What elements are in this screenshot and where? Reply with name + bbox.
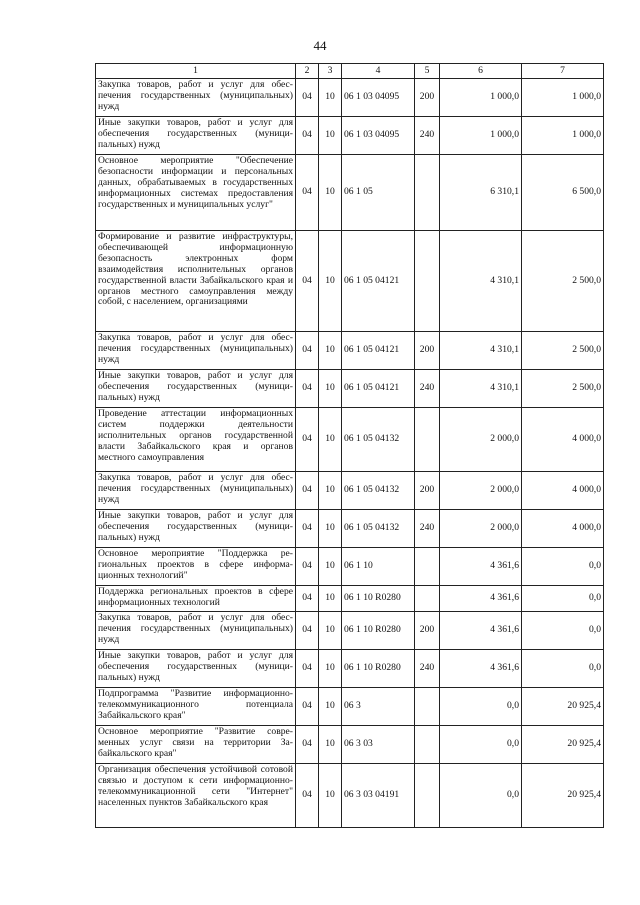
section-code: 04 (296, 370, 319, 408)
amount-col7: 4 000,0 (522, 510, 604, 548)
expense-type-code: 200 (415, 472, 440, 510)
table-row (96, 548, 604, 586)
expense-type-code (415, 548, 440, 586)
row-name: Иные закупки товаров, работ и услуг для обеспечения государственных (муниципальных) нужд (96, 510, 296, 548)
amount-col6: 4 361,6 (440, 586, 522, 612)
subsection-code: 10 (319, 117, 342, 155)
target-article-code: 06 3 03 04191 (342, 764, 415, 828)
column-header: 2 (296, 64, 319, 79)
table-row (96, 155, 604, 231)
target-article-code: 06 3 (342, 688, 415, 726)
subsection-code: 10 (319, 79, 342, 117)
amount-col7: 2 500,0 (522, 332, 604, 370)
table-row (96, 408, 604, 472)
table-row (96, 688, 604, 726)
amount-col7: 2 500,0 (522, 231, 604, 332)
subsection-code: 10 (319, 155, 342, 231)
row-name: Формирование и развитие инфраструктуры, обеспечивающей информационную безопасность электронных форм взаимодействия исполнительных органов государственной власти Забайкальского края и органов местного самоуправления между собой, с населением, организациями (96, 231, 296, 332)
amount-col7: 20 925,4 (522, 726, 604, 764)
table-row (96, 612, 604, 650)
amount-col6: 0,0 (440, 764, 522, 828)
table-row (96, 586, 604, 612)
table-row (96, 650, 604, 688)
subsection-code: 10 (319, 370, 342, 408)
amount-col7: 20 925,4 (522, 764, 604, 828)
subsection-code: 10 (319, 726, 342, 764)
target-article-code: 06 1 05 04121 (342, 370, 415, 408)
expense-type-code (415, 764, 440, 828)
table-row (96, 332, 604, 370)
amount-col6: 1 000,0 (440, 79, 522, 117)
expense-type-code (415, 408, 440, 472)
amount-col7: 4 000,0 (522, 408, 604, 472)
amount-col6: 6 310,1 (440, 155, 522, 231)
table-row (96, 231, 604, 332)
table-row (96, 79, 604, 117)
subsection-code: 10 (319, 612, 342, 650)
column-header: 5 (415, 64, 440, 79)
section-code: 04 (296, 332, 319, 370)
section-code: 04 (296, 155, 319, 231)
row-name: Закупка товаров, работ и услуг для обеспечения государственных (муниципальных) нужд (96, 612, 296, 650)
target-article-code: 06 1 10 (342, 548, 415, 586)
subsection-code: 10 (319, 231, 342, 332)
section-code: 04 (296, 688, 319, 726)
target-article-code: 06 1 05 04121 (342, 332, 415, 370)
column-header: 6 (440, 64, 522, 79)
amount-col7: 6 500,0 (522, 155, 604, 231)
expense-type-code: 200 (415, 332, 440, 370)
column-header: 7 (522, 64, 604, 79)
amount-col7: 0,0 (522, 586, 604, 612)
target-article-code: 06 1 05 04132 (342, 472, 415, 510)
amount-col7: 1 000,0 (522, 117, 604, 155)
amount-col6: 4 310,1 (440, 231, 522, 332)
expense-type-code: 200 (415, 612, 440, 650)
table-row (96, 764, 604, 828)
table-row (96, 370, 604, 408)
target-article-code: 06 1 10 R0280 (342, 650, 415, 688)
subsection-code: 10 (319, 472, 342, 510)
row-name: Закупка товаров, работ и услуг для обеспечения государственных (муниципальных) нужд (96, 79, 296, 117)
section-code: 04 (296, 231, 319, 332)
amount-col7: 4 000,0 (522, 472, 604, 510)
table-row (96, 510, 604, 548)
amount-col6: 4 361,6 (440, 650, 522, 688)
expense-type-code (415, 586, 440, 612)
section-code: 04 (296, 764, 319, 828)
section-code: 04 (296, 586, 319, 612)
amount-col7: 0,0 (522, 650, 604, 688)
expense-type-code: 200 (415, 79, 440, 117)
section-code: 04 (296, 612, 319, 650)
column-header: 4 (342, 64, 415, 79)
subsection-code: 10 (319, 650, 342, 688)
target-article-code: 06 1 10 R0280 (342, 586, 415, 612)
target-article-code: 06 1 05 (342, 155, 415, 231)
expense-type-code (415, 231, 440, 332)
section-code: 04 (296, 117, 319, 155)
expense-type-code: 240 (415, 117, 440, 155)
page-number: 44 (313, 38, 327, 53)
expense-type-code: 240 (415, 370, 440, 408)
target-article-code: 06 1 05 04132 (342, 510, 415, 548)
expense-type-code: 240 (415, 510, 440, 548)
target-article-code: 06 3 03 (342, 726, 415, 764)
budget-table (95, 63, 604, 828)
row-name: Организация обеспечения устойчивой сотовой связью и доступом к сети информационно-телекоммуникационной сети "Интернет" населенных пунктов Забайкальского края (96, 764, 296, 828)
amount-col6: 2 000,0 (440, 472, 522, 510)
subsection-code: 10 (319, 548, 342, 586)
column-header: 1 (96, 64, 296, 79)
subsection-code: 10 (319, 332, 342, 370)
target-article-code: 06 1 03 04095 (342, 79, 415, 117)
section-code: 04 (296, 548, 319, 586)
expense-type-code (415, 155, 440, 231)
section-code: 04 (296, 726, 319, 764)
row-name: Проведение аттестации информационных систем поддержки деятельности исполнительных органов государственной власти Забайкальского края и органов местного самоуправления (96, 408, 296, 472)
amount-col6: 0,0 (440, 688, 522, 726)
expense-type-code (415, 688, 440, 726)
row-name: Иные закупки товаров, работ и услуг для обеспечения государственных (муниципальных) нужд (96, 117, 296, 155)
subsection-code: 10 (319, 586, 342, 612)
amount-col6: 0,0 (440, 726, 522, 764)
subsection-code: 10 (319, 688, 342, 726)
expense-type-code: 240 (415, 650, 440, 688)
table-row (96, 117, 604, 155)
row-name: Закупка товаров, работ и услуг для обеспечения государственных (муниципальных) нужд (96, 472, 296, 510)
section-code: 04 (296, 510, 319, 548)
amount-col6: 4 361,6 (440, 548, 522, 586)
row-name: Подпрограмма "Развитие информационно-телекоммуникационного потенциала Забайкальского края" (96, 688, 296, 726)
subsection-code: 10 (319, 510, 342, 548)
table-header-row (96, 64, 604, 79)
subsection-code: 10 (319, 408, 342, 472)
row-name: Основное мероприятие "Поддержка региональных проектов в сфере информационных технологий" (96, 548, 296, 586)
row-name: Закупка товаров, работ и услуг для обеспечения государственных (муниципальных) нужд (96, 332, 296, 370)
section-code: 04 (296, 408, 319, 472)
amount-col6: 4 310,1 (440, 370, 522, 408)
target-article-code: 06 1 10 R0280 (342, 612, 415, 650)
row-name: Поддержка региональных проектов в сфере информационных технологий (96, 586, 296, 612)
amount-col6: 1 000,0 (440, 117, 522, 155)
section-code: 04 (296, 472, 319, 510)
amount-col6: 4 310,1 (440, 332, 522, 370)
section-code: 04 (296, 650, 319, 688)
amount-col7: 0,0 (522, 612, 604, 650)
amount-col7: 2 500,0 (522, 370, 604, 408)
row-name: Основное мероприятие "Обеспечение безопасности информации и персональных данных, обрабатываемых в государственных информационных системах предоставления государственных и муниципальных услуг" (96, 155, 296, 231)
expense-type-code (415, 726, 440, 764)
amount-col7: 20 925,4 (522, 688, 604, 726)
target-article-code: 06 1 05 04132 (342, 408, 415, 472)
table-row (96, 726, 604, 764)
target-article-code: 06 1 05 04121 (342, 231, 415, 332)
amount-col6: 4 361,6 (440, 612, 522, 650)
amount-col7: 1 000,0 (522, 79, 604, 117)
table-row (96, 472, 604, 510)
column-header: 3 (319, 64, 342, 79)
amount-col7: 0,0 (522, 548, 604, 586)
amount-col6: 2 000,0 (440, 510, 522, 548)
section-code: 04 (296, 79, 319, 117)
row-name: Иные закупки товаров, работ и услуг для обеспечения государственных (муниципальных) нужд (96, 650, 296, 688)
subsection-code: 10 (319, 764, 342, 828)
row-name: Иные закупки товаров, работ и услуг для обеспечения государственных (муниципальных) нужд (96, 370, 296, 408)
amount-col6: 2 000,0 (440, 408, 522, 472)
row-name: Основное мероприятие "Развитие современных услуг связи на территории Забайкальского края" (96, 726, 296, 764)
target-article-code: 06 1 03 04095 (342, 117, 415, 155)
